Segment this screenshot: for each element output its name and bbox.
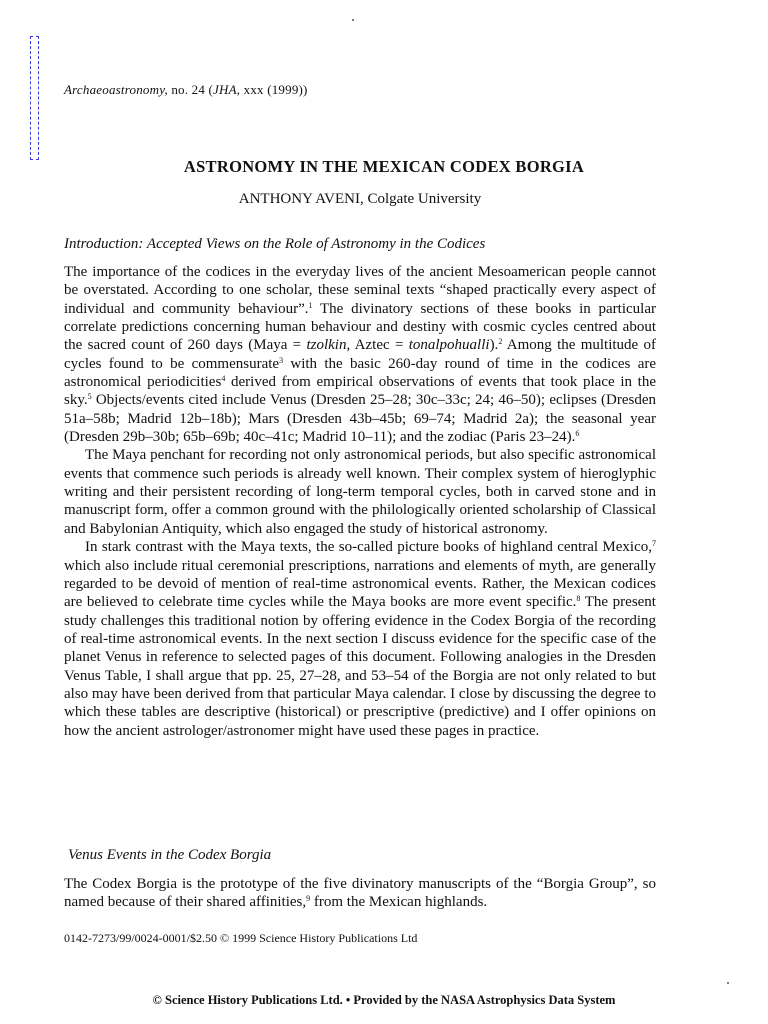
text-run: Among the multitude of cycles found to be commensurate	[64, 337, 656, 372]
text-run: with the basic 260-day round of time in the codices are astronomical periodicities	[64, 355, 657, 391]
margin-bracket-marker	[30, 36, 39, 160]
text-run: , Aztec =	[346, 337, 409, 354]
volume-year: , xxx (1999))	[236, 82, 308, 97]
copyright-code-line: 0142-7273/99/0024-0001/$2.50 © 1999 Science History Publications Ltd	[64, 931, 418, 945]
text-run: The importance of the codices in the everyday lives of the ancient Mesoamerican people cannot be overstated. According to one scholar, these seminal texts “shaped practically every aspect of individual and community behaviour”.	[64, 264, 656, 317]
term-tonalpohualli: tonalpohualli	[408, 337, 490, 354]
footnote-ref-7: 7	[652, 539, 656, 549]
footnote-ref-3: 3	[279, 355, 284, 365]
footnote-ref-4: 4	[221, 374, 226, 384]
paragraph-1	[64, 263, 656, 446]
text-run: Objects/events cited include Venus (Dresden 25–28; 30c–33c; 24; 46–50); eclipses (Dresden 51a–58b; Madrid 12b–18b); Mars (Dresden 43b–45b; 69–74; Madrid 2a); the seasonal year (Dresden 29b–30b; 65b–69b; 40c–41c; Madrid 10–11); and the zodiac (Paris 23–24).	[64, 392, 656, 446]
scan-speck	[727, 982, 729, 984]
footnote-ref-8: 8	[576, 594, 581, 604]
venus-body	[64, 875, 656, 912]
text-run: which also include ritual ceremonial prescriptions, narrations and elements of myth, are generally regarded to be devoid of mention of real-time astronomical events. Rather, the Mexican codices are believed to celebrate time cycles while the Maya books are more event specific.	[64, 557, 656, 611]
ads-copyright-footer: © Science History Publications Ltd. • Provided by the NASA Astrophysics Data System	[152, 993, 616, 1007]
paragraph-2: The Maya penchant for recording not only astronomical periods, but also specific astronomical events that commence such periods is already well known. Their complex system of hieroglyphic writing and their persistent recording of long-term temporal cycles, both in carved stone and in manuscript form, offer a common ground with the philologically oriented scholarship of Classical and Babylonian Antiquity, which also engaged the study of historical astronomy.	[64, 447, 656, 537]
jha-abbrev: JHA	[213, 82, 237, 97]
author-line: ANTHONY AVENI, Colgate University	[238, 191, 482, 207]
venus-section-heading: Venus Events in the Codex Borgia	[68, 847, 272, 863]
term-tzolkin: tzolkin	[306, 337, 347, 354]
issue-number: no. 24 (	[167, 82, 214, 97]
journal-name: Archaeoastronomy,	[64, 82, 168, 97]
text-run: The present study challenges this traditional notion by offering evidence in the Codex Borgia of the recording of real-time astronomical events. In the next section I discuss evidence for the specific case of the planet Venus in reference to selected pages of this document. Following analogies in the Dresden Venus Table, I shall argue that pp. 25, 27–28, and 53–54 of the Borgia are not only related to but also may have been derived from that particular Maya calendar. I close by discussing the degree to which these tables are descriptive (historical) or prescriptive (predictive) and I offer opinions on how the ancient astrologer/astronomer might have used these pages in practice.	[64, 594, 656, 739]
text-run: In stark contrast with the Maya texts, the so-called picture books of highland central Mexico,	[85, 539, 652, 556]
footnote-ref-6: 6	[575, 429, 580, 439]
text-run: ).	[489, 337, 499, 354]
text-run: derived from empirical observations of events that took place in the sky.	[64, 374, 657, 409]
footnote-ref-1: 1	[308, 300, 313, 310]
intro-section-heading: Introduction: Accepted Views on the Role of Astronomy in the Codices	[64, 236, 486, 252]
text-run: The Codex Borgia is the prototype of the five divinatory manuscripts of the “Borgia Group”, so named because of their shared affinities,	[64, 876, 656, 911]
paragraph-4	[64, 875, 656, 912]
footnote-ref-9: 9	[306, 894, 311, 904]
footnote-ref-5: 5	[87, 392, 92, 402]
footnote-ref-2: 2	[498, 337, 503, 347]
article-title: ASTRONOMY IN THE MEXICAN CODEX BORGIA	[183, 157, 585, 176]
intro-body	[64, 263, 656, 740]
running-header	[64, 82, 308, 98]
text-run: The divinatory sections of these books in particular correlate predictions concerning human behaviour and destiny with cosmic cycles centred about the sacred count of 260 days (Maya =	[64, 300, 656, 354]
text-run: from the Mexican highlands.	[310, 894, 488, 911]
scan-speck	[352, 19, 354, 21]
paragraph-3	[64, 538, 656, 740]
